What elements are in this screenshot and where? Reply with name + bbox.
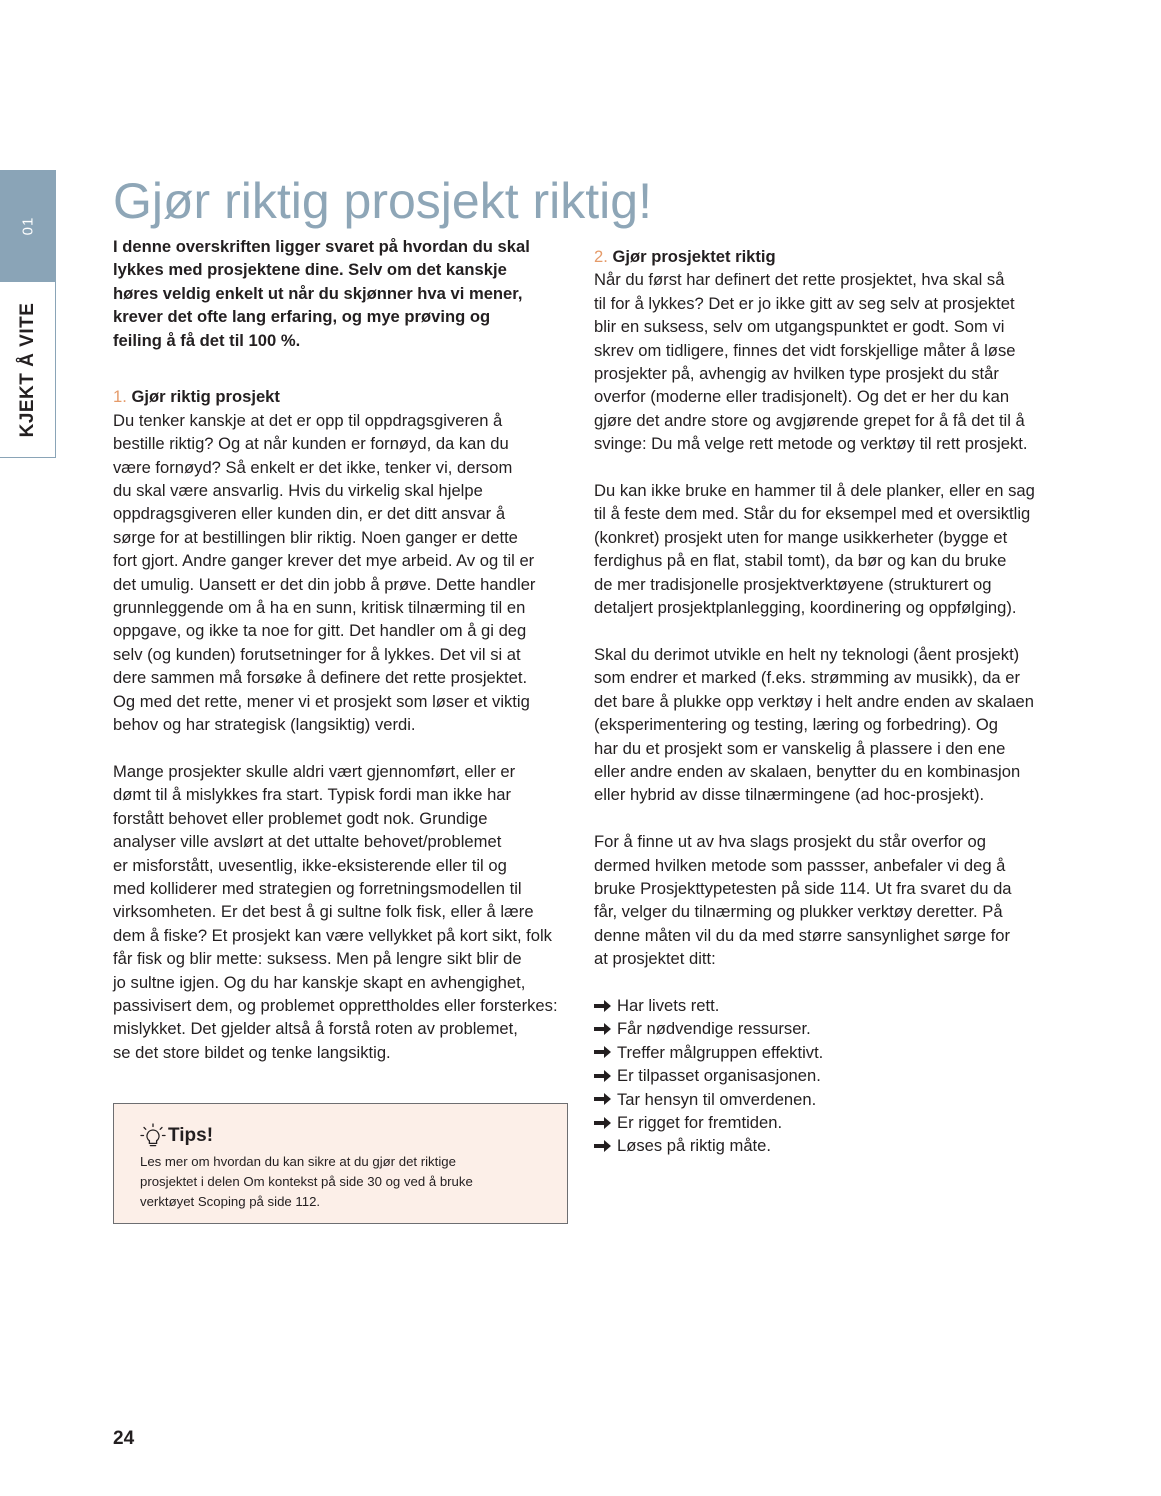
intro-line: krever det ofte lang erfaring, og mye prøving og (113, 307, 491, 327)
body-line: sørge for at bestillingen blir riktig. Noen ganger er dette (113, 527, 518, 547)
body-line: at prosjektet ditt: (594, 949, 716, 969)
body-line: gjøre det andre store og avgjørende grepet for å få det til å (594, 410, 1025, 430)
body-line: analyser ville avslørt at det uttalte behovet/problemet (113, 832, 502, 852)
body-line: Du tenker kanskje at det er opp til oppdragsgiveren å (113, 410, 503, 430)
body-line: med kolliderer med strategien og forretningsmodellen til (113, 878, 522, 898)
intro-line: lykkes med prosjektene dine. Selv om det kanskje (113, 260, 507, 280)
arrow-right-icon (594, 1022, 612, 1036)
tips-text (140, 1152, 541, 1212)
body-line: (eksperimentering og testing, læring og forbedring). Og (594, 715, 998, 735)
body-line: bestille riktig? Og at når kunden er fornøyd, da kan du (113, 434, 509, 454)
intro-line: høres veldig enkelt ut når du skjønner hva vi mener, (113, 283, 523, 303)
chapter-tab (0, 170, 56, 458)
section2-heading (594, 245, 1054, 268)
list-item (594, 1041, 1054, 1064)
body-line: dere sammen må forsøke å definere det rette prosjektet. (113, 668, 528, 688)
list-item-text: Har livets rett. (617, 995, 720, 1015)
list-item (594, 994, 1054, 1017)
body-line: behov og har strategisk (langsiktig) verdi. (113, 715, 416, 735)
section2-paragraph-3 (594, 643, 1054, 807)
arrow-right-icon (594, 1092, 612, 1106)
arrow-right-icon (594, 1116, 612, 1130)
body-line: fort gjort. Andre ganger krever det mye arbeid. Av og til er (113, 551, 535, 571)
body-line: eller hybrid av disse tilnærmingene (ad hoc-prosjekt). (594, 785, 985, 805)
tips-box (113, 1103, 568, 1224)
body-line: Mange prosjekter skulle aldri vært gjennomført, eller er (113, 761, 516, 781)
tips-header (140, 1122, 541, 1150)
section1-title: Gjør riktig prosjekt (131, 387, 280, 407)
list-item-text: Får nødvendige ressurser. (617, 1019, 811, 1039)
arrow-right-icon (594, 1069, 612, 1083)
list-item (594, 1088, 1054, 1111)
lightbulb-icon (140, 1122, 166, 1150)
chapter-label-block (0, 282, 56, 458)
body-line: Du kan ikke bruke en hammer til å dele planker, eller en sag (594, 481, 1035, 501)
body-line: er misforstått, uvesentlig, ikke-eksisterende eller til og (113, 855, 507, 875)
body-line: det bare å plukke opp verktøy i helt andre enden av skalaen (594, 691, 1035, 711)
left-column (113, 235, 568, 1064)
list-item (594, 1111, 1054, 1134)
intro-line: I denne overskriften ligger svaret på hvordan du skal (113, 237, 530, 256)
tips-line: Les mer om hvordan du kan sikre at du gjør det riktige (140, 1154, 456, 1169)
body-line: mislykket. Det gjelder altså å forstå roten av problemet, (113, 1019, 518, 1039)
body-line: får, velger du tilnærming og plukker verktøy deretter. På (594, 902, 1003, 922)
body-line: grunnleggende om å ha en sunn, kritisk tilnærming til en (113, 598, 526, 618)
body-line: For å finne ut av hva slags prosjekt du står overfor og (594, 832, 986, 852)
body-line: virksomheten. Er det best å gi sultne folk fisk, eller å lære (113, 902, 534, 922)
body-line: Skal du derimot utvikle en helt ny teknologi (åent prosjekt) (594, 644, 1020, 664)
intro-line: feiling å få det til 100 %. (113, 330, 301, 350)
arrow-right-icon (594, 1045, 612, 1059)
intro-paragraph (113, 235, 568, 352)
body-line: Og med det rette, mener vi et prosjekt som løser et viktig (113, 691, 530, 711)
list-item (594, 1064, 1054, 1087)
body-line: se det store bildet og tenke langsiktig. (113, 1042, 391, 1062)
body-line: dermed hvilken metode som passser, anbefaler vi deg å (594, 855, 1006, 875)
list-item (594, 1017, 1054, 1040)
body-line: detaljert prosjektplanlegging, koordinering og oppfølging). (594, 598, 1017, 618)
section1-paragraph-1 (113, 409, 568, 737)
arrow-right-icon (594, 1139, 612, 1153)
section2-paragraph-1 (594, 268, 1054, 455)
body-line: forstått behovet eller problemet godt nok. Grundige (113, 808, 488, 828)
arrow-right-icon (594, 999, 612, 1013)
body-line: oppdragsgiveren eller kunden din, er det ditt ansvar å (113, 504, 506, 524)
list-item-text: Treffer målgruppen effektivt. (617, 1042, 824, 1062)
list-item-text: Løses på riktig måte. (617, 1136, 772, 1156)
body-line: oppgave, og ikke ta noe for gitt. Det handler om å gi deg (113, 621, 527, 641)
section1-number: 1. (113, 387, 127, 407)
body-line: Når du først har definert det rette prosjektet, hva skal så (594, 270, 1005, 290)
body-line: jo sultne igjen. Og du har kanskje skapt en avhengighet, (113, 972, 526, 992)
body-line: dømt til å mislykkes fra start. Typisk fordi man ikke har (113, 785, 512, 805)
body-line: selv (og kunden) forutsetninger for å lykkes. Det vil si at (113, 644, 521, 664)
tips-line: verktøyet Scoping på side 112. (140, 1194, 321, 1209)
list-item-text: Tar hensyn til omverdenen. (617, 1089, 817, 1109)
chapter-title: KJEKT Å VITE (17, 302, 38, 438)
body-line: du skal være ansvarlig. Hvis du virkelig skal hjelpe (113, 481, 483, 501)
body-line: bruke Prosjekttypetesten på side 114. Ut fra svaret du da (594, 878, 1012, 898)
body-line: som endrer et marked (f.eks. strømming av musikk), da er (594, 668, 1021, 688)
list-item-text: Er rigget for fremtiden. (617, 1112, 783, 1132)
body-line: (konkret) prosjekt uten for mange usikkerheter (bygge et (594, 527, 1008, 547)
body-line: svinge: Du må velge rett metode og verktøy til rett prosjekt. (594, 434, 1028, 454)
checklist (594, 994, 1054, 1158)
body-line: være fornøyd? Så enkelt er det ikke, tenker vi, dersom (113, 457, 513, 477)
chapter-number: 01 (19, 216, 37, 236)
right-column (594, 245, 1054, 1158)
section2-paragraph-2 (594, 479, 1054, 619)
body-line: får fisk og blir mette: suksess. Men på lengre sikt blir de (113, 949, 522, 969)
body-line: til for å lykkes? Det er jo ikke gitt av seg selv at prosjektet (594, 293, 1015, 313)
list-item (594, 1134, 1054, 1157)
body-line: til å feste dem med. Står du for eksempel med et oversiktlig (594, 504, 1031, 524)
page-number: 24 (113, 1428, 135, 1449)
tips-title: Tips! (168, 1125, 214, 1146)
section2-title: Gjør prosjektet riktig (612, 247, 776, 266)
body-line: denne måten vil du da med større sansynlighet sørge for (594, 925, 1010, 945)
body-line: dem å fiske? Et prosjekt kan være vellykket på kort sikt, folk (113, 925, 552, 945)
body-line: passivisert dem, og problemet opprettholdes eller forsterkes: (113, 995, 558, 1015)
tips-line: prosjektet i delen Om kontekst på side 30 og ved å bruke (140, 1174, 473, 1189)
section2-number: 2. (594, 247, 608, 266)
body-line: de mer tradisjonelle prosjektverktøyene (strukturert og (594, 574, 992, 594)
body-line: skrev om tidligere, finnes det vidt forskjellige måter å løse (594, 340, 1016, 360)
body-line: det umulig. Uansett er det din jobb å prøve. Dette handler (113, 574, 536, 594)
body-line: ferdighus på en flat, stabil tomt), da bør og kan du bruke (594, 551, 1007, 571)
body-line: eller andre enden av skalaen, benytter du en kombinasjon (594, 761, 1021, 781)
body-line: prosjekter på, avhengig av hvilken type prosjekt du står (594, 364, 999, 384)
body-line: har du et prosjekt som er vanskelig å plassere i den ene (594, 738, 1006, 758)
section1-paragraph-2 (113, 760, 568, 1064)
body-line: blir en suksess, selv om utgangspunktet er godt. Som vi (594, 317, 1005, 337)
section2-paragraph-4 (594, 830, 1054, 970)
chapter-number-block (0, 170, 56, 282)
section1-heading (113, 385, 568, 408)
page-title: Gjør riktig prosjekt riktig! (113, 173, 652, 229)
list-item-text: Er tilpasset organisasjonen. (617, 1066, 821, 1086)
body-line: overfor (moderne eller tradisjonelt). Og det er her du kan (594, 387, 1010, 407)
